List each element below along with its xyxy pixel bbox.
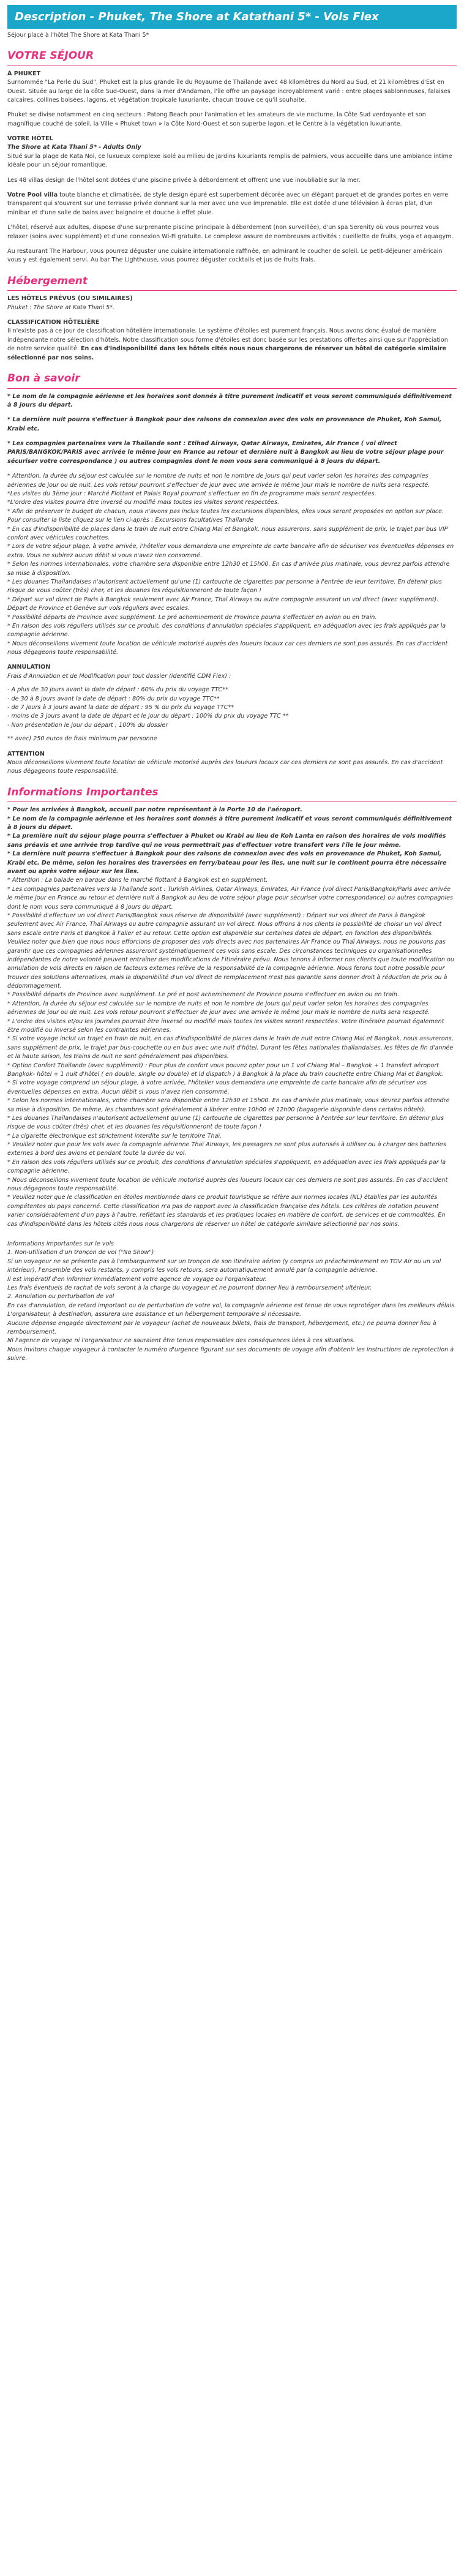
note-line: * Lors de votre séjour plage, à votre arrivée, l'hôtelier vous demandera une empreinte de carte bancaire afin de sécuriser vos éventuelles dépenses en extra. Vous ne subirez aucun débit si vous n'avez rien consommé. [7,543,454,559]
note-line: * Nous déconseillons vivement toute location de véhicule motorisé auprès des loueurs locaux car ces derniers ne sont pas assurés. En cas d'accident nous dégageons toute responsabilité. [7,640,448,656]
info-line: * Possibilité départs de Province avec supplément. Le pré et post acheminement de Province pourra s'effectuer en avion ou en train. [7,991,399,999]
classification-bold: En cas d'indisponibilité dans les hôtels cités nous nous chargerons de réserver un hôtel de catégorie similaire sélectionné par nos soins. [7,345,447,361]
bold-note: * Pour les arrivées à Bangkok, accueil par notre représentant à la Porte 10 de l'aéroport. [7,806,302,814]
page-subtitle: Séjour placé à l'hôtel The Shore at Kata Thani 5* [7,32,149,39]
annulation-line: - A plus de 30 jours avant la date de départ : 60% du prix du voyage TTC** [7,686,228,694]
phuket-label: À PHUKET [7,70,41,77]
paragraph [7,191,457,217]
bold-note: * Le nom de la compagnie aérienne et les horaires sont donnés à titre purement indicatif et vous seront communiqués définitivement à 8 jours du départ. [7,815,452,832]
villa-lead: Votre Pool villa [7,192,58,199]
note-line: * Départ sur vol direct de Paris à Bangkok seulement avec Air France, Thaï Airways ou autre compagnie assurant un vol direct (avec supplément). Départ de Province et Genève sur vols réguliers avec escales. [7,596,439,612]
note-line: *Les visites du 3ème jour : Marché Flottant et Palais Royal pourront s'effectuer en fin de programme mais seront respectées. [7,490,376,498]
paragraph: Surnommée "La Perle du Sud", Phuket est la plus grande île du Royaume de Thaïlande avec 48 kilomètres du Nord au Sud, et 21 kilomètres d'Est en Ouest. Située au large de la côte Sud-Ouest, dans la mer d'Andaman, l'île offre un paysage incroyablement varié : entre plages sablonneuses, falaises calcaires, collines boisées, lagons, et végétation tropicale luxuriante, chacun trouve ce qu'il souhaite. [7,79,451,103]
flight-info-line: L'organisateur, à destination, assurera une assistance et un hébergement temporaire si nécessaire. [7,1311,301,1318]
section-title-hebergement: Hébergement [7,274,88,287]
flight-info-line: 2. Annulation ou perturbation de vol [7,1293,114,1301]
hotel-list: Phuket : The Shore at Kata Thani 5*. [7,304,115,311]
section-divider [7,388,457,389]
bold-note: * La première nuit du séjour plage pourra s'effectuer à Phuket ou Krabi au lieu de Koh Lanta en raison des horaires de vols modifiés sans préavis et une arrivée trop tardive qui ne vous permettrait pas d'effectuer votre transfert vers l'île le jour même. [7,833,446,849]
note-line: * En cas d'indisponibilité de places dans le train de nuit entre Chiang Mai et Bangkok, nous assurerons, sans supplément de prix, le trajet par bus VIP confort avec véhicules couchettes. [7,525,448,541]
section-title-sejour: VOTRE SÉJOUR [7,50,94,62]
bold-note: * La dernière nuit pourra s'effectuer à Bangkok pour des raisons de connexion avec des vols en provenance de Phuket, Koh Samui, Krabi etc. [7,416,442,432]
info-line: * Nous déconseillons vivement toute location de véhicule motorisé auprès des loueurs locaux car ces derniers ne sont pas assurés. En cas d'accident nous dégageons toute responsabilité. [7,1176,448,1193]
annulation-intro: Frais d'Annulation et de Modification pour tout dossier (identifié CDM Flex) : [7,672,231,680]
info-line: * Selon les normes internationales, votre chambre sera disponible entre 12h30 et 15h00. En cas d'arrivée plus matinale, vous devrez parfois attendre sa mise à disposition. De même, les chambres sont généralement à libérer entre 10h00 et 12h00 (bagagerie disponible dans certains hôtels). [7,1097,450,1113]
hotel-label: VOTRE HÔTEL [7,135,53,143]
bold-note: * Le nom de la compagnie aérienne et les horaires sont donnés à titre purement indicatif et vous seront communiqués définitivement à 8 jours du départ. [7,392,452,408]
flight-info-line: Ni l'agence de voyage ni l'organisateur ne sauraient être tenus responsables des conséquences liées à ces situations. [7,1337,355,1345]
note-list [7,472,457,657]
info-line: * Veuillez noter que pour les vols avec la compagnie aérienne Thaï Airways, les passagers ne sont plus autorisés à utiliser ou à charger des batteries externes à bord des avions et pendant toute la durée du vol. [7,1141,446,1157]
page-title: Description - Phuket, The Shore at Katathani 5* - Vols Flex [7,5,457,29]
flight-info-line: Si un voyageur ne se présente pas à l'embarquement sur un tronçon de son itinéraire aérien (y compris un préacheminement en TGV Air ou un vol intérieur), l'ensemble des vols restants, y compris les vols retours, sera automatiquement annulé par la compagnie aérienne. [7,1258,441,1274]
flight-info-line: En cas d'annulation, de retard important ou de perturbation de votre vol, la compagnie aérienne est tenue de vous reprotéger dans les meilleurs délais. [7,1302,457,1309]
info-line: * En raison des vols réguliers utilisés sur ce produit, des conditions d'annulation spéciales s'appliquent, en adéquation avec les frais appliqués par la compagnie aérienne. [7,1158,446,1175]
note-line: *L'ordre des visites pourra être inversé ou modifié mais toutes les visites seront respectées. [7,499,280,506]
info-list [7,876,457,1229]
annulation-line: - Non présentation le jour du départ ; 100% du dossier [7,721,168,729]
villa-text: toute blanche et climatisée, de style design épuré est superbement décorée avec un élégant parquet et de grandes portes en verre transparent qui s'ouvrent sur une terrasse privée donnant sur la mer avec une vue imprenable. Elle est dotée d'une télévision à écran plat, d'un minibar et d'une salle de bains avec baignoire et douche à effet pluie. [7,192,449,216]
flight-info-line: Les frais éventuels de rachat de vols seront à la charge du voyageur et ne pourront donner lieu à remboursement ultérieur. [7,1284,372,1291]
info-line: * Si votre voyage comprend un séjour plage, à votre arrivée, l'hôtelier vous demandera une empreinte de carte bancaire afin de sécuriser vos éventuelles dépenses en extra. Aucun débit si vous n'avez rien consommé. [7,1080,427,1095]
section-title-infos: Informations Importantes [7,786,159,798]
paragraph [7,327,457,362]
flight-info-line: Informations importantes sur le vols [7,1241,114,1247]
paragraph: Situé sur la plage de Kata Noi, ce luxueux complexe isolé au milieu de jardins luxuriants remplis de palmiers, vous accueille dans une ambiance intime idéale pour un séjour romantique. [7,152,452,169]
bold-note: * Les compagnies partenaires vers la Thaïlande sont : Etihad Airways, Qatar Airways, Emirates, Air France ( vol direct PARIS/BANGKOK/PARIS avec arrivée le même jour en France au retour et dernière nuit à Bangkok au lieu de votre séjour plage pour sécuriser votre correspondance ) ou autres compagnies dont le nom vous sera communiqué à 8 jours du départ. [7,440,444,465]
info-line: * Attention, la durée du séjour est calculée sur le nombre de nuits et non le nombre de jours qui peut varier selon les horaires des compagnies aériennes de jour ou de nuit. Les vols retour pourront s'effectuer de jour avec une arrivée le même jour mais le nombre de nuits sera respecté. [7,1000,430,1016]
annulation-label: ANNULATION [7,664,51,671]
flight-info-line: Aucune dépense engagée directement par le voyageur (achat de nouveaux billets, frais de transport, hébergement, etc.) ne pourra donner lieu à remboursement. [7,1320,436,1335]
section-title-bon-a-savoir: Bon à savoir [7,372,80,385]
annulation-line: - moins de 3 jours avant la date de départ et le jour du départ : 100% du prix du voyage TTC ** [7,713,289,720]
info-line: * Les compagnies partenaires vers la Thaïlande sont : Turkish Airlines, Qatar Airways, Emirates, Air France (vol direct Paris/Bangkok/Paris avec arrivée le même jour en France au retour et dernière nuit à Bangkok au lieu de votre séjour plage pour sécuriser votre correspondance) ou autres compagnies dont le nom vous sera communiqué à 8 jours du départ. [7,885,454,911]
classification-label: CLASSIFICATION HÔTELIÈRE [7,319,100,326]
hotels-label: LES HÔTELS PRÉVUS (OU SIMILAIRES) [7,295,133,302]
info-line: * Option Confort Thaïlande (avec supplément) : Pour plus de confort vous pouvez opter pour un 1 vol Chiang Mai – Bangkok + 1 transfert aéroport Bangkok- hôtel + 1 nuit d'hôtel ( en double, single ou double) et ld dispatch ) à Bangkok à la place du train couchette entre Chiang Mai et Bangkok. [7,1062,444,1078]
note-line: * Selon les normes internationales, votre chambre sera disponible entre 12h30 et 15h00. En cas d'arrivée plus matinale, vous devrez parfois attendre sa mise à disposition. [7,561,450,577]
note-line: * Possibilité départs de Province avec supplément. Le pré acheminement de Province pourra s'effectuer en avion ou en train. [7,614,377,621]
flight-info-line: 1. Non-utilisation d'un tronçon de vol ("No Show") [7,1249,154,1256]
hotel-name: The Shore at Kata Thani 5* - Adults Only [7,144,141,151]
annulation-line: - de 30 à 8 jours avant la date de départ : 80% du prix du voyage TTC** [7,695,220,702]
section-divider [7,290,457,291]
info-line: * Si votre voyage inclut un trajet en train de nuit, en cas d'indisponibilité de places dans le train de nuit entre Chiang Mai et Bangkok, nous assurerons, sans supplément de prix, le trajet par bus-couchette ou en bus avec une nuit d'hôtel. Durant les fêtes nationales thaïlandaises, les fêtes de fin d'année et la haute saison, les trains de nuit ne sont généralement pas disponibles. [7,1035,454,1061]
classification-text: Il n'existe pas à ce jour de classification hôtelière internationale. Le système d'étoiles est purement français. Nous avons donc évalué de manière indépendante notre sélection d'hôtels. Notre classification sous forme d'étoiles est donc basée sur les prestations offertes ainsi que sur l'appréciation de notre service qualité. [7,328,448,353]
info-line: * Veuillez noter que le classification en étoiles mentionnée dans ce produit touristique se réfère aux normes locales (NL) établies par les autorités compétentes du pays concerné. Cette classification n'a pas de rapport avec la classification française des hôtels. Les critères de notation peuvent varier considérablement d'un pays à l'autre, reflétant les standards et les pratiques locales en matière de confort, de services et de commodités. En cas d'indisponibilité dans les hôtels cités nous nous chargerons de réserver un hôtel de catégorie similaire sélectionné par nos soins. [7,1194,446,1228]
note-line: * Attention, la durée du séjour est calculée sur le nombre de nuits et non le nombre de jours qui peut varier selon les horaires des compagnies aériennes de jour ou de nuit. Les vols retour pourront s'effectuer de jour avec une arrivée le même jour mais le nombre de nuits sera respecté. [7,473,430,489]
flight-info-line: Nous invitons chaque voyageur à contacter le numéro d'urgence figurant sur ses documents de voyage afin d'obtenir les instructions de reprotection à suivre. [7,1346,454,1362]
paragraph: Les 48 villas design de l'hôtel sont dotées d'une piscine privée à débordement et offrent une vue inoubliable sur la mer. [7,176,361,184]
annulation-line: - de 7 jours à 3 jours avant la date de départ : 95 % du prix du voyage TTC** [7,704,234,712]
attention-text: Nous déconseillons vivement toute location de véhicule motorisé auprès des loueurs locaux car ces derniers ne sont pas assurés. En cas d'accident nous dégageons toute responsabilité. [7,759,443,775]
info-line: * Les douanes Thaïlandaises n'autorisent actuellement qu'une (1) cartouche de cigarettes par personne à l'entrée sur leur territoire. En détenir plus risque de vous coûter (très) cher, et les douanes les réquisitionneront de toute façon ! [7,1114,444,1131]
annulation-list [7,686,457,730]
paragraph: Au restaurant The Harbour, vous pourrez déguster une cuisine internationale raffinée, en admirant le coucher de soleil. Le petit-déjeuner américain vous y est également servi. Au bar The Lighthouse, vous pourrez déguster cocktails et jus de fruits frais. [7,248,443,264]
paragraph: L'hôtel, réservé aux adultes, dispose d'une surprenante piscine principale à débordement (non surveillée), d'un spa Serenity où vous pourrez vous relaxer (soins avec supplément) et d'une connexion Wi-Fi gratuite. Le complexe assure de nombreuses activités : cueillette de fruits, yoga et aquagym. [7,224,454,240]
note-line: * Les douanes Thaïlandaises n'autorisent actuellement qu'une (1) cartouche de cigarettes par personne à l'entrée de leur territoire. En détenir plus risque de vous coûter (très) cher, et les douanes les réquisitionneront de toute façon ! [7,578,442,595]
paragraph: Phuket se divise notamment en cinq secteurs : Patong Beach pour l'animation et les amateurs de vie nocturne, la Côte Sud verdoyante et son magnifique couché de soleil, la Ville « Phuket town » la Côte Nord-Ouest et son superbe lagon, et le Centre à la végétation luxuriante. [7,111,426,127]
attention-label: ATTENTION [7,750,45,757]
bold-note: * La dernière nuit pourra s'effectuer à Bangkok pour des raisons de connexion avec des vols en provenance de Phuket, Koh Samui, Krabi etc. De même, selon les horaires des traversées en ferry/bateau pour les îles, une nuit sur le continent pourra être nécessaire avant ou après votre séjour sur les îles. [7,851,447,875]
flight-info-line: Il est impératif d'en informer immédiatement votre agence de voyage ou l'organisateur. [7,1275,267,1283]
flight-info-list [7,1240,457,1363]
annulation-note: ** avec) 250 euros de frais minimum par personne [7,735,157,743]
info-line: * Attention : La balade en barque dans le marché flottant à Bangkok est en supplément. [7,877,268,884]
info-line: * Possibilité d'effectuer un vol direct Paris/Bangkok sous réserve de disponibilité (avec supplément) : Départ sur vol direct de Paris à Bangkok seulement avec Air France, Thaï Airways ou autre compagnie assurant un vol direct. Nous offrons à nos clients la possibilité de choisir un vol direct sans escale entre Paris et Bangkok à l'aller et au retour. Cette option est disponible sur certaines dates de départ, en fonction des disponibilités. Veuillez noter que bien que nous nous efforcions de proposer des vols directs avec nos partenaires Air France ou Thaï Airways, nous ne pouvons pas garantir que ces compagnies aériennes assureront systématiquement ces vols sans escale. Des circonstances techniques ou organisationnelles indépendantes de notre volonté peuvent entraîner des modifications de l'itinéraire prévu. Nous tenons à informer nos clients que toute modification ou annulation de vols directs en raison de facteurs externes relève de la responsabilité de la compagnie aérienne. Nous ferons tout notre possible pour trouver des solutions alternatives, mais la disponibilité d'un vol direct de remplacement n'est pas garantie sans donner droit à réduction de prix ou à dédommagement. [7,912,454,990]
note-line: * En raison des vols réguliers utilisés sur ce produit, des conditions d'annulation spéciales s'appliquent, en adéquation avec les frais appliqués par la compagnie aérienne. [7,622,446,639]
info-line: * La cigarette électronique est strictement interdite sur le territoire Thaï. [7,1132,222,1140]
info-line: * L'ordre des visites et/ou les journées pourrait être inversé ou modifié mais toutes les visites seront respectées. Votre itinéraire pourrait également être modifié ou inversé selon les contraintes aériennes. [7,1018,444,1034]
note-line: * Afin de préserver le budget de chacun, nous n'avons pas inclus toutes les excursions disponibles, elles vous seront proposées en option sur place. Pour consulter la liste cliquez sur le lien ci-après : Excursions facultatives Thaïlande [7,508,444,524]
